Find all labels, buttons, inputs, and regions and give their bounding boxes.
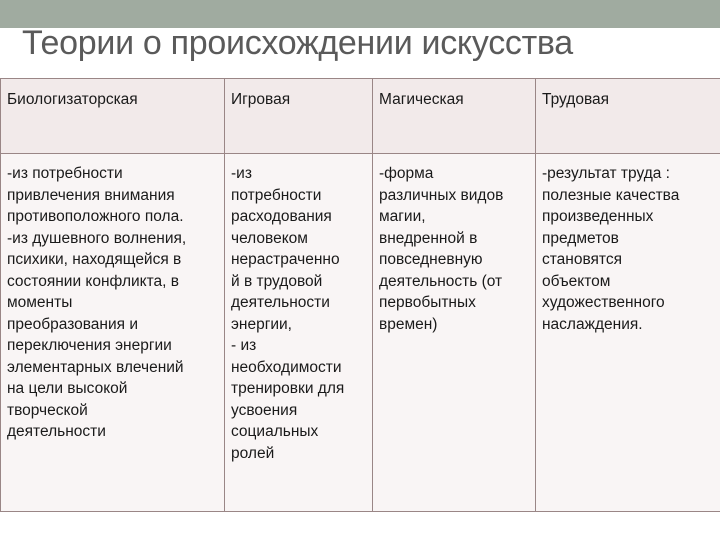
table-header-row xyxy=(1,79,720,154)
body-text-biologizing: -из потребности привлечения внимания противоположного пола. -из душевного волнения, психики, находящейся в состоянии конфликта, в моменты преобразования и переключения энергии элементарных влечений на цели высокой творческой деятельности xyxy=(7,165,187,440)
body-text-labor: -результат труда : полезные качества произведенных предметов становятся объектом художественного наслаждения. xyxy=(542,165,680,333)
body-text-magic: -форма различных видов магии, внедренной в повседневную деятельность (от первобытных времен) xyxy=(379,165,504,333)
table-body-row xyxy=(1,154,720,512)
header-cell-biologizing: Биологизаторская xyxy=(1,79,225,154)
header-cell-labor: Трудовая xyxy=(536,79,720,154)
body-cell-play xyxy=(225,154,373,512)
body-text-play: -из потребности расходования человеком нерастраченно й в трудовой деятельности энергии, - из необходимости тренировки для усвоения социальных ролей xyxy=(231,165,345,462)
body-cell-biologizing xyxy=(1,154,225,512)
slide-title: Теории о происхождении искусства xyxy=(22,24,573,62)
theories-table xyxy=(0,78,720,512)
header-cell-play: Игровая xyxy=(225,79,373,154)
header-cell-magic: Магическая xyxy=(373,79,536,154)
body-cell-labor xyxy=(536,154,720,512)
body-cell-magic xyxy=(373,154,536,512)
